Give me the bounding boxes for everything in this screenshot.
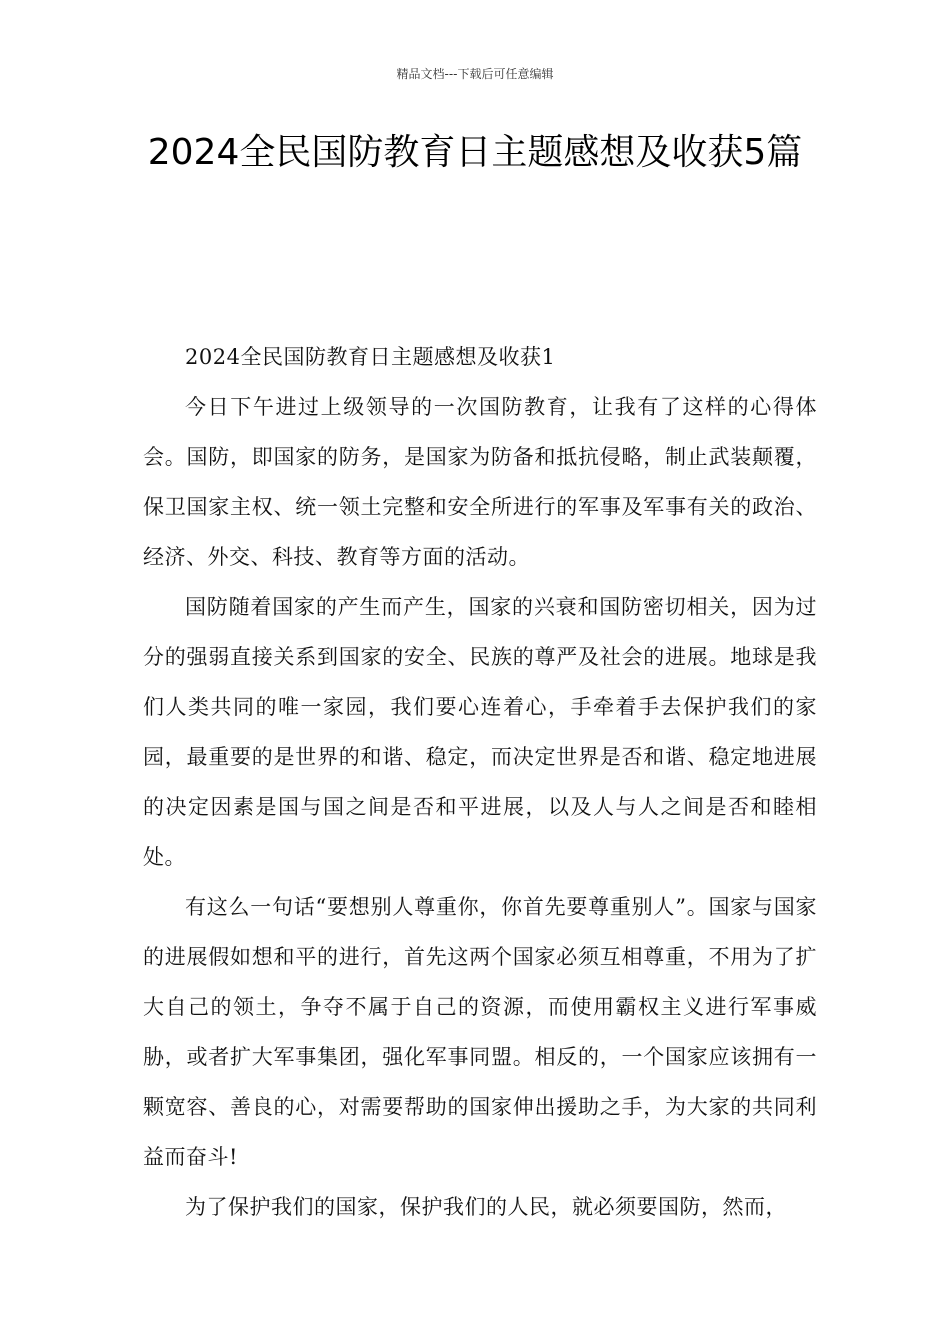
header-note: 精品文档---下载后可任意编辑 [396, 67, 554, 81]
paragraph-2: 国防随着国家的产生而产生，国家的兴衰和国防密切相关，因为过分的强弱直接关系到国家的安全、民族的尊严及社会的进展。地球是我们人类共同的唯一家园，我们要心连着心，手牵着手去保护我们的家园，最重要的是世界的和谐、稳定，而决定世界是否和谐、稳定地进展的决定因素是国与国之间是否和平进展，以及人与人之间是否和睦相处。 [143, 595, 817, 869]
paragraph-4: 为了保护我们的国家，保护我们的人民，就必须要国防，然而， [185, 1195, 787, 1219]
paragraph-3: 有这么一句话“要想别人尊重你，你首先要尊重别人”。国家与国家的进展假如想和平的进行，首先这两个国家必须互相尊重，不用为了扩大自己的领土，争夺不属于自己的资源，而使用霸权主义进行军事威胁，或者扩大军事集团，强化军事同盟。相反的，一个国家应该拥有一颗宽容、善良的心，对需要帮助的国家伸出援助之手，为大家的共同利益而奋斗! [143, 895, 817, 1169]
document-title: 2024全民国防教育日主题感想及收获5篇 [147, 132, 803, 173]
document-body [143, 332, 817, 1232]
paragraph-1: 今日下午进过上级领导的一次国防教育，让我有了这样的心得体会。国防，即国家的防务，是国家为防备和抵抗侵略，制止武装颠覆，保卫国家主权、统一领土完整和安全所进行的军事及军事有关的政治、经济、外交、科技、教育等方面的活动。 [143, 395, 817, 569]
section-heading: 2024全民国防教育日主题感想及收获1 [185, 345, 556, 369]
